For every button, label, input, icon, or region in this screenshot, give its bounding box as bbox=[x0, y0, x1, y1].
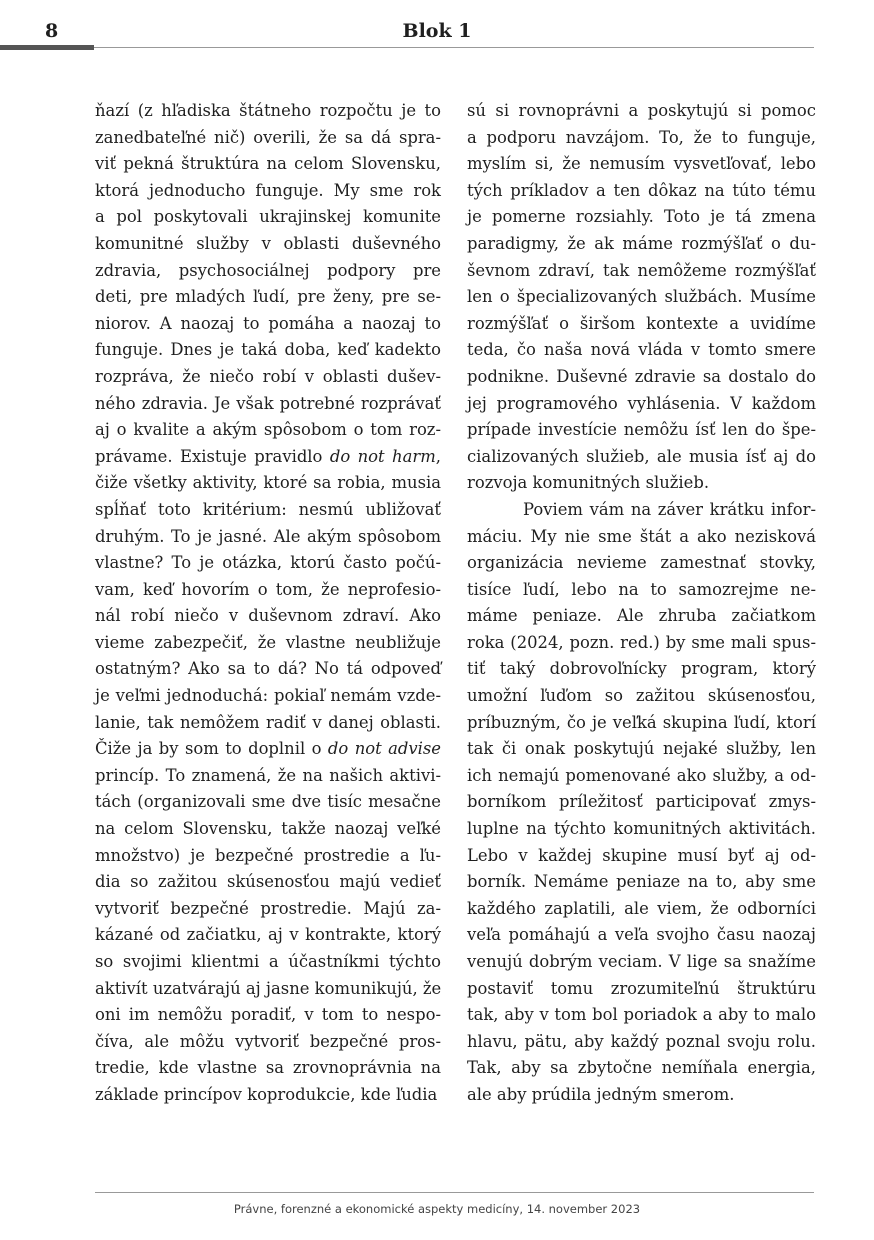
text-line: Lebo v každej skupine musí byť aj od- bbox=[467, 845, 816, 865]
text-line: nál robí niečo v duševnom zdraví. Ako bbox=[95, 606, 441, 626]
text-line: ktorá jednoducho funguje. My sme rok bbox=[95, 180, 441, 200]
text-line: a podporu navzájom. To, že to funguje, bbox=[467, 127, 816, 147]
text-line: paradigmy, že ak máme rozmýšľať o du- bbox=[467, 233, 816, 253]
text-line: tak či onak poskytujú nejaké služby, len bbox=[467, 739, 816, 759]
text-line: borník. Nemáme peniaze na to, aby sme bbox=[467, 872, 816, 892]
text-line: so svojimi klientmi a účastníkmi týchto bbox=[95, 952, 441, 971]
text-line: aj o kvalite a akým spôsobom o tom roz- bbox=[95, 420, 441, 440]
text-line: viť pekná štruktúra na celom Slovensku, bbox=[95, 154, 441, 174]
right-column bbox=[467, 98, 816, 1109]
text-line: cializovaných služieb, ale musia ísť aj do bbox=[467, 446, 816, 466]
text-line: máme peniaze. Ale zhruba začiatkom bbox=[467, 606, 816, 626]
text-line: tak, aby v tom bol poriadok a aby to malo bbox=[467, 1005, 816, 1025]
text-line: Čiže ja by som to doplnil o do not advise bbox=[95, 739, 442, 759]
text-line: aktivít uzatvárajú aj jasne komunikujú, že bbox=[95, 978, 442, 998]
text-line: základe princípov koprodukcie, kde ľudia bbox=[95, 1084, 438, 1104]
text-line: venujú dobrým veciam. V lige sa snažíme bbox=[467, 952, 816, 971]
running-head: Blok 1 bbox=[402, 20, 472, 42]
text-line: druhým. To je jasné. Ale akým spôsobom bbox=[95, 526, 441, 546]
text-line: organizácia nevieme zamestnať stovky, bbox=[467, 553, 816, 573]
text-line: roka (2024, pozn. red.) by sme mali spus- bbox=[467, 632, 816, 652]
text-line: umožní ľuďom so zažitou skúsenosťou, bbox=[467, 686, 816, 706]
text-line: dia so zažitou skúsenosťou majú vedieť bbox=[95, 872, 441, 892]
text-line: luplne na týchto komunitných aktivitách. bbox=[467, 819, 816, 839]
text-line: len o špecializovaných službách. Musíme bbox=[467, 287, 816, 307]
text-line: máciu. My nie sme štát a ako nezisková bbox=[467, 526, 816, 546]
text-line: tách (organizovali sme dve tisíc mesačne bbox=[95, 792, 441, 812]
text-line: množstvo) je bezpečné prostredie a ľu- bbox=[95, 845, 441, 865]
text-line: postaviť tomu zrozumiteľnú štruktúru bbox=[467, 978, 816, 998]
text-line: tiť taký dobrovoľnícky program, ktorý bbox=[467, 659, 816, 679]
text-line: niorov. A naozaj to pomáha a naozaj to bbox=[95, 313, 441, 333]
text-line: tých príkladov a ten dôkaz na túto tému bbox=[467, 180, 816, 200]
text-line: Tak, aby sa zbytočne nemíňala energia, bbox=[467, 1058, 816, 1078]
text-line: právame. Existuje pravidlo do not harm, bbox=[95, 446, 441, 466]
text-line: ale aby prúdila jedným smerom. bbox=[467, 1084, 735, 1104]
text-line: rozvoja komunitných služieb. bbox=[467, 473, 710, 493]
text-line: tredie, kde vlastne sa zrovnoprávnia na bbox=[95, 1058, 441, 1078]
text-line: číva, ale môžu vytvoriť bezpečné pros- bbox=[95, 1031, 441, 1051]
text-line: ostatným? Ako sa to dá? No tá odpoveď bbox=[95, 659, 441, 679]
text-line: borníkom príležitosť participovať zmys- bbox=[467, 792, 816, 812]
text-line: ich nemajú pomenované ako služby, a od- bbox=[467, 765, 816, 785]
text-line: teda, čo naša nová vláda v tomto smere bbox=[467, 340, 816, 360]
text-line: kázané od začiatku, aj v kontrakte, ktorý bbox=[95, 925, 441, 945]
text-line: vlastne? To je otázka, ktorú často počú- bbox=[95, 553, 441, 573]
text-line: prípade investície nemôžu ísť len do špe- bbox=[467, 420, 816, 440]
text-line: deti, pre mladých ľudí, pre ženy, pre se- bbox=[95, 287, 441, 307]
text-line: tisíce ľudí, lebo na to samozrejme ne- bbox=[467, 579, 816, 599]
text-line: funguje. Dnes je taká doba, keď kadekto bbox=[95, 340, 441, 360]
text-line: je pomerne rozsiahly. Toto je tá zmena bbox=[467, 207, 816, 227]
header-rule-thick bbox=[0, 45, 94, 50]
text-line: hlavu, pätu, aby každý poznal svoju rolu. bbox=[467, 1031, 816, 1051]
text-line: ševnom zdraví, tak nemôžeme rozmýšľať bbox=[467, 260, 816, 280]
text-line: jej programového vyhlásenia. V každom bbox=[467, 393, 816, 413]
text-line: zanedbateľné nič) overili, že sa dá spra- bbox=[95, 127, 441, 147]
page-number: 8 bbox=[45, 20, 59, 42]
text-line: lanie, tak nemôžem radiť v danej oblasti. bbox=[95, 712, 441, 732]
text-line: vieme zabezpečiť, že vlastne neubližuje bbox=[95, 632, 441, 652]
text-line: na celom Slovensku, takže naozaj veľké bbox=[95, 819, 441, 839]
text-line: Poviem vám na záver krátku infor- bbox=[523, 499, 816, 519]
text-line: princíp. To znamená, že na našich aktivi- bbox=[95, 765, 441, 785]
text-line: myslím si, že nemusím vysvetľovať, lebo bbox=[467, 154, 816, 174]
text-line: a pol poskytovali ukrajinskej komunite bbox=[95, 207, 441, 227]
text-line: zdravia, psychosociálnej podpory pre bbox=[95, 260, 441, 280]
text-line: čiže všetky aktivity, ktoré sa robia, musia bbox=[95, 473, 441, 493]
text-line: vytvoriť bezpečné prostredie. Majú za- bbox=[95, 898, 441, 918]
text-line: príbuzným, čo je veľká skupina ľudí, ktorí bbox=[467, 712, 816, 732]
page-footer: Právne, forenzné a ekonomické aspekty medicíny, 14. november 2023 bbox=[233, 1202, 641, 1216]
header-rule bbox=[94, 47, 814, 48]
text-line: komunitné služby v oblasti duševného bbox=[95, 233, 441, 253]
text-line: vam, keď hovorím o tom, že neprofesio- bbox=[95, 579, 441, 599]
text-line: každého zaplatili, ale viem, že odborníci bbox=[467, 898, 816, 918]
text-line: rozmýšľať o širšom kontexte a uvidíme bbox=[467, 313, 816, 333]
text-line: podnikne. Duševné zdravie sa dostalo do bbox=[467, 366, 816, 386]
text-line: spĺňať toto kritérium: nesmú ubližovať bbox=[95, 499, 441, 519]
text-line: sú si rovnoprávni a poskytujú si pomoc bbox=[467, 101, 816, 120]
left-column bbox=[95, 98, 441, 1109]
text-line: je veľmi jednoduchá: pokiaľ nemám vzde- bbox=[95, 686, 441, 706]
footer-rule bbox=[95, 1192, 814, 1193]
text-line: veľa pomáhajú a veľa svojho času naozaj bbox=[467, 925, 816, 945]
text-line: oni im nemôžu poradiť, v tom to nespo- bbox=[95, 1005, 441, 1025]
text-line: ného zdravia. Je však potrebné rozprávať bbox=[95, 393, 441, 413]
text-line: ňazí (z hľadiska štátneho rozpočtu je to bbox=[95, 101, 441, 120]
text-line: rozpráva, že niečo robí v oblasti dušev- bbox=[95, 366, 441, 386]
